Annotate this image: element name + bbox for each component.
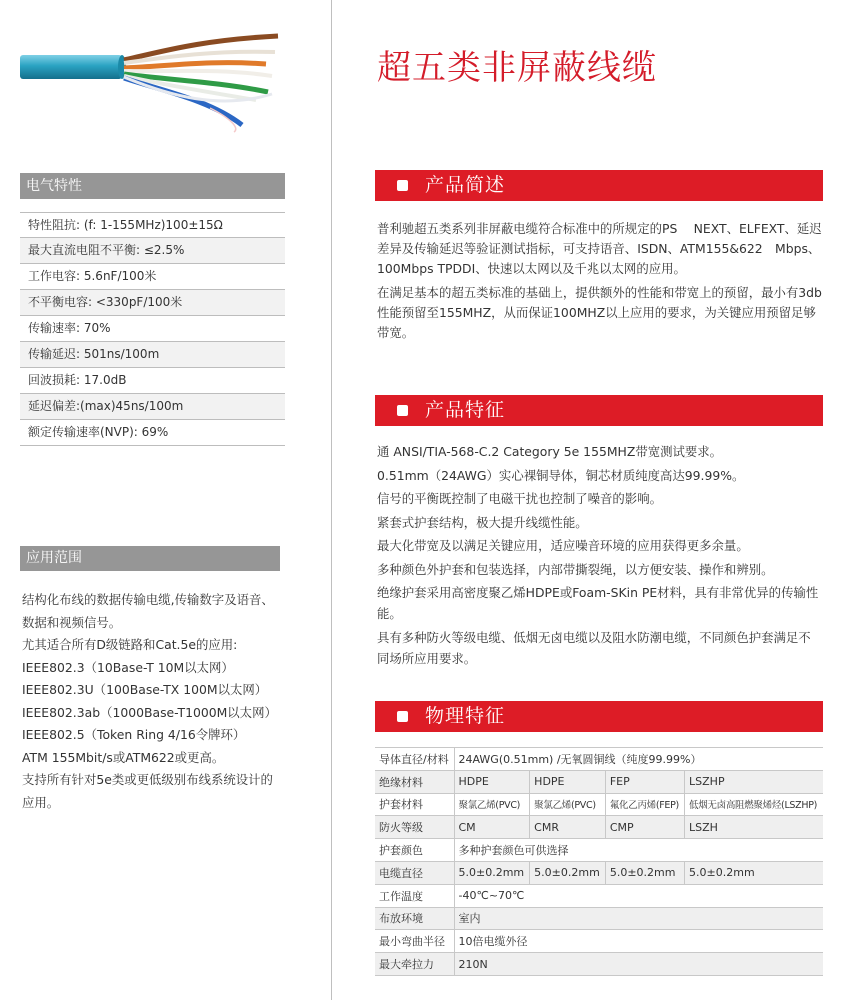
row-key: 最大牵拉力 xyxy=(375,953,454,976)
row-value: 室内 xyxy=(454,907,823,930)
list-item: 传输延迟: 501ns/100m xyxy=(20,342,285,368)
application-line: 结构化布线的数据传输电缆,传输数字及语音、数据和视频信号。 xyxy=(22,592,274,630)
square-bullet-icon xyxy=(397,405,408,416)
physical-spec-table xyxy=(375,747,823,976)
column-divider xyxy=(331,0,332,1000)
table-row xyxy=(375,748,823,771)
feature-line: 信号的平衡既控制了电磁干扰也控制了噪音的影响。 xyxy=(377,491,662,506)
row-value: 聚氯乙烯(PVC) xyxy=(530,793,606,816)
application-text xyxy=(22,589,284,814)
row-value: 10倍电缆外径 xyxy=(454,930,823,953)
square-bullet-icon xyxy=(397,180,408,191)
row-value: CMP xyxy=(605,816,684,839)
feature-line: 多种颜色外护套和包装选择，内部带撕裂绳，以方便安装、操作和辨别。 xyxy=(377,561,774,577)
electrical-spec-list xyxy=(20,212,285,446)
table-row xyxy=(375,816,823,839)
overview-text xyxy=(377,219,823,347)
row-key: 绝缘材料 xyxy=(375,770,454,793)
table-row xyxy=(375,884,823,907)
electrical-heading: 电气特性 xyxy=(20,173,285,199)
overview-heading: 产品简述 xyxy=(425,174,506,196)
application-line: 支持所有针对5e类或更低级别布线系统设计的应用。 xyxy=(22,772,273,810)
row-value: LSZH xyxy=(685,816,823,839)
list-item: 传输速率: 70% xyxy=(20,316,285,342)
application-line: IEEE802.5（Token Ring 4/16令牌环） xyxy=(22,727,246,742)
row-value: 5.0±0.2mm xyxy=(454,861,530,884)
row-value: HDPE xyxy=(454,770,530,793)
physical-heading: 物理特征 xyxy=(425,705,506,727)
row-value: 5.0±0.2mm xyxy=(605,861,684,884)
row-value: CM xyxy=(454,816,530,839)
list-item: 延迟偏差:(max)45ns/100m xyxy=(20,394,285,420)
row-key: 电缆直径 xyxy=(375,861,454,884)
feature-line: 紧套式护套结构，极大提升线缆性能。 xyxy=(377,514,588,530)
table-row xyxy=(375,793,823,816)
application-line: IEEE802.3（10Base-T 10M以太网） xyxy=(22,659,234,675)
physical-heading-bar xyxy=(375,701,823,732)
row-value: 氟化乙丙烯(FEP) xyxy=(605,793,684,816)
overview-paragraph: 在满足基本的超五类标准的基础上，提供额外的性能和带宽上的预留，最小有3db性能预留至155MHZ，从而保证100MHZ以上应用的要求，为关键应用预留足够带宽。 xyxy=(377,285,822,340)
table-row xyxy=(375,861,823,884)
row-key: 护套颜色 xyxy=(375,839,454,862)
feature-line: 通 ANSI/TIA-568-C.2 Category 5e 155MHZ带宽测试要求。 xyxy=(377,444,723,459)
row-value: 低烟无卤高阻燃聚烯烃(LSZHP) xyxy=(685,793,823,816)
list-item: 额定传输速率(NVP): 69% xyxy=(20,420,285,446)
list-item: 特性阻抗: (f: 1-155MHz)100±15Ω xyxy=(20,212,285,238)
table-row xyxy=(375,839,823,862)
table-row xyxy=(375,930,823,953)
row-key: 最小弯曲半径 xyxy=(375,930,454,953)
list-item: 工作电容: 5.6nF/100米 xyxy=(20,264,285,290)
row-value: 聚氯乙烯(PVC) xyxy=(454,793,530,816)
row-value: LSZHP xyxy=(685,770,823,793)
features-heading-bar xyxy=(375,395,823,426)
application-heading: 应用范围 xyxy=(20,546,280,571)
page-title: 超五类非屏蔽线缆 xyxy=(377,48,657,88)
feature-line: 绝缘护套采用高密度聚乙烯HDPE或Foam-SKin PE材料，具有非常优异的传输性能。 xyxy=(377,585,819,621)
row-key: 工作温度 xyxy=(375,884,454,907)
feature-line: 最大化带宽及以满足关键应用，适应噪音环境的应用获得更多余量。 xyxy=(377,538,749,553)
row-value: FEP xyxy=(605,770,684,793)
overview-heading-bar xyxy=(375,170,823,201)
square-bullet-icon xyxy=(397,711,408,722)
row-key: 护套材料 xyxy=(375,793,454,816)
features-text xyxy=(377,441,823,671)
list-item: 最大直流电阻不平衡: ≤2.5% xyxy=(20,238,285,264)
table-row xyxy=(375,907,823,930)
row-key: 导体直径/材料 xyxy=(375,748,454,771)
cable-product-image xyxy=(20,30,285,140)
row-value: -40℃~70℃ xyxy=(454,884,823,907)
overview-paragraph: 普利驰超五类系列非屏蔽电缆符合标准中的所规定的PS NEXT、ELFEXT、延迟差异及传输延迟等验证测试指标，可支持语音、ISDN、ATM155&622 Mbps、100Mbps TPDDI、快速以太网以及千兆以太网的应用。 xyxy=(377,221,822,276)
feature-line: 具有多种防火等级电缆、低烟无卤电缆以及阻水防潮电缆，不同颜色护套满足不同场所应用要求。 xyxy=(377,629,811,666)
row-key: 布放环境 xyxy=(375,907,454,930)
row-value: HDPE xyxy=(530,770,606,793)
row-value: 210N xyxy=(454,953,823,976)
feature-line: 0.51mm（24AWG）实心裸铜导体，铜芯材质纯度高达99.99%。 xyxy=(377,467,745,483)
row-value: 24AWG(0.51mm) /无氧圆铜线（纯度99.99%） xyxy=(454,748,823,771)
application-line: IEEE802.3ab（1000Base-T1000M以太网） xyxy=(22,704,277,720)
list-item: 不平衡电容: <330pF/100米 xyxy=(20,290,285,316)
application-line: IEEE802.3U（100Base-TX 100M以太网） xyxy=(22,682,268,697)
list-item: 回波损耗: 17.0dB xyxy=(20,368,285,394)
row-value: 5.0±0.2mm xyxy=(685,861,823,884)
table-row xyxy=(375,770,823,793)
row-key: 防火等级 xyxy=(375,816,454,839)
row-value: 多种护套颜色可供选择 xyxy=(454,839,823,862)
row-value: CMR xyxy=(530,816,606,839)
features-heading: 产品特征 xyxy=(425,399,506,421)
application-line: ATM 155Mbit/s或ATM622或更高。 xyxy=(22,749,225,765)
row-value: 5.0±0.2mm xyxy=(530,861,606,884)
application-line: 尤其适合所有D级链路和Cat.5e的应用: xyxy=(22,637,238,652)
table-row xyxy=(375,953,823,976)
